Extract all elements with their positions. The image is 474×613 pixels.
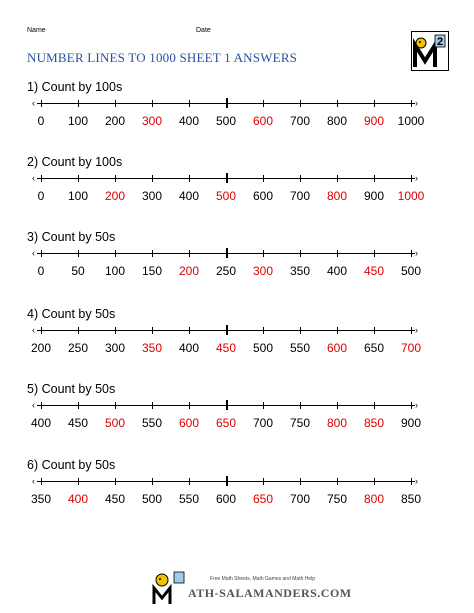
arrow-left-icon: ‹ [32, 325, 35, 335]
given-number: 50 [71, 264, 85, 278]
tick-mark [374, 250, 375, 257]
tick-mark [411, 175, 412, 182]
problem-title: 6) Count by 50s [27, 458, 116, 472]
tick-mark [411, 100, 412, 107]
tick-mark [337, 175, 338, 182]
tick-mark [78, 175, 79, 182]
arrow-right-icon: › [415, 325, 418, 335]
arrow-left-icon: ‹ [32, 400, 35, 410]
given-number: 100 [67, 189, 89, 203]
tick-mark [300, 100, 301, 107]
arrow-left-icon: ‹ [32, 98, 35, 108]
tick-mark [152, 478, 153, 485]
tick-mark [263, 100, 264, 107]
given-number: 0 [37, 189, 45, 203]
tick-mark [152, 100, 153, 107]
tick-mark [189, 175, 190, 182]
tick-mark [78, 100, 79, 107]
given-number: 900 [363, 189, 385, 203]
tick-mark [337, 100, 338, 107]
answer-number: 350 [141, 341, 163, 355]
page-title: NUMBER LINES TO 1000 SHEET 1 ANSWERS [27, 50, 298, 65]
tick-mark [300, 250, 301, 257]
answer-number: 850 [363, 416, 385, 430]
answer-number: 600 [252, 114, 274, 128]
tick-mark [411, 478, 412, 485]
arrow-right-icon: › [415, 98, 418, 108]
tick-mark [152, 175, 153, 182]
given-number: 700 [289, 492, 311, 506]
tick-mark [41, 478, 42, 485]
tick-mark [374, 402, 375, 409]
tick-mark [411, 327, 412, 334]
answer-number: 500 [215, 189, 237, 203]
problem-title: 5) Count by 50s [27, 382, 116, 396]
answer-number: 650 [215, 416, 237, 430]
given-number: 900 [400, 416, 422, 430]
given-number: 800 [326, 114, 348, 128]
tick-mark [189, 327, 190, 334]
answer-number: 900 [363, 114, 385, 128]
given-number: 100 [67, 114, 89, 128]
tick-mark [189, 478, 190, 485]
tick-mark [226, 400, 228, 410]
tick-mark [300, 478, 301, 485]
tick-mark [115, 478, 116, 485]
tick-mark [374, 100, 375, 107]
tick-mark [115, 402, 116, 409]
answer-number: 450 [215, 341, 237, 355]
given-number: 500 [252, 341, 274, 355]
tick-mark [78, 327, 79, 334]
given-number: 300 [141, 189, 163, 203]
answer-number: 650 [252, 492, 274, 506]
given-number: 450 [67, 416, 89, 430]
answer-number: 300 [141, 114, 163, 128]
given-number: 400 [326, 264, 348, 278]
tick-mark [337, 478, 338, 485]
given-number: 500 [141, 492, 163, 506]
given-number: 550 [289, 341, 311, 355]
tick-mark [226, 476, 228, 486]
answer-number: 400 [67, 492, 89, 506]
tick-mark [226, 248, 228, 258]
answer-number: 1000 [397, 189, 425, 203]
tick-mark [411, 402, 412, 409]
tick-mark [115, 250, 116, 257]
given-number: 200 [104, 114, 126, 128]
tick-mark [374, 478, 375, 485]
tick-mark [115, 175, 116, 182]
given-number: 550 [141, 416, 163, 430]
salamander-logo-icon [411, 31, 449, 71]
given-number: 350 [30, 492, 52, 506]
given-number: 250 [67, 341, 89, 355]
given-number: 600 [215, 492, 237, 506]
tick-mark [41, 327, 42, 334]
number-line-problem [0, 458, 474, 553]
tick-mark [152, 250, 153, 257]
tick-mark [152, 402, 153, 409]
tick-mark [78, 478, 79, 485]
given-number: 700 [289, 189, 311, 203]
given-number: 0 [37, 264, 45, 278]
answer-number: 450 [363, 264, 385, 278]
tick-mark [263, 327, 264, 334]
tick-mark [189, 402, 190, 409]
tick-mark [300, 327, 301, 334]
given-number: 200 [30, 341, 52, 355]
given-number: 300 [104, 341, 126, 355]
tick-mark [337, 402, 338, 409]
answer-number: 600 [326, 341, 348, 355]
tick-mark [226, 173, 228, 183]
given-number: 700 [252, 416, 274, 430]
problem-title: 4) Count by 50s [27, 307, 116, 321]
given-number: 500 [215, 114, 237, 128]
tick-mark [189, 250, 190, 257]
arrow-right-icon: › [415, 248, 418, 258]
arrow-right-icon: › [415, 173, 418, 183]
grade-badge: 2 [436, 36, 444, 48]
tick-mark [337, 250, 338, 257]
answer-number: 800 [363, 492, 385, 506]
arrow-left-icon: ‹ [32, 173, 35, 183]
answer-number: 200 [178, 264, 200, 278]
given-number: 400 [178, 189, 200, 203]
tick-mark [374, 175, 375, 182]
tick-mark [263, 402, 264, 409]
arrow-left-icon: ‹ [32, 476, 35, 486]
given-number: 850 [400, 492, 422, 506]
given-number: 550 [178, 492, 200, 506]
answer-number: 700 [400, 341, 422, 355]
arrow-right-icon: › [415, 476, 418, 486]
tick-mark [41, 100, 42, 107]
arrow-right-icon: › [415, 400, 418, 410]
date-label: Date [196, 27, 211, 34]
tick-mark [374, 327, 375, 334]
given-number: 750 [289, 416, 311, 430]
tick-mark [41, 175, 42, 182]
answer-number: 600 [178, 416, 200, 430]
tick-mark [300, 175, 301, 182]
given-number: 250 [215, 264, 237, 278]
tick-mark [115, 100, 116, 107]
answer-number: 800 [326, 189, 348, 203]
tick-mark [41, 402, 42, 409]
given-number: 600 [252, 189, 274, 203]
tick-mark [152, 327, 153, 334]
problem-title: 3) Count by 50s [27, 230, 116, 244]
problem-title: 1) Count by 100s [27, 80, 123, 94]
tick-mark [78, 250, 79, 257]
given-number: 400 [30, 416, 52, 430]
given-number: 400 [178, 114, 200, 128]
tick-mark [226, 325, 228, 335]
tick-mark [300, 402, 301, 409]
answer-number: 800 [326, 416, 348, 430]
tick-mark [115, 327, 116, 334]
tick-mark [263, 175, 264, 182]
tick-mark [263, 478, 264, 485]
given-number: 650 [363, 341, 385, 355]
given-number: 450 [104, 492, 126, 506]
given-number: 0 [37, 114, 45, 128]
tick-mark [411, 250, 412, 257]
problem-title: 2) Count by 100s [27, 155, 123, 169]
name-label: Name [27, 27, 46, 34]
tick-mark [226, 98, 228, 108]
given-number: 500 [400, 264, 422, 278]
footer-site-name: ATH-SALAMANDERS.COM [188, 586, 352, 600]
footer-tagline: Free Math Sheets, Math Games and Math Help [210, 576, 316, 582]
given-number: 700 [289, 114, 311, 128]
arrow-left-icon: ‹ [32, 248, 35, 258]
tick-mark [189, 100, 190, 107]
given-number: 350 [289, 264, 311, 278]
tick-mark [41, 250, 42, 257]
given-number: 150 [141, 264, 163, 278]
given-number: 100 [104, 264, 126, 278]
given-number: 1000 [397, 114, 425, 128]
tick-mark [78, 402, 79, 409]
tick-mark [337, 327, 338, 334]
given-number: 750 [326, 492, 348, 506]
answer-number: 300 [252, 264, 274, 278]
answer-number: 500 [104, 416, 126, 430]
given-number: 400 [178, 341, 200, 355]
tick-mark [263, 250, 264, 257]
answer-number: 200 [104, 189, 126, 203]
